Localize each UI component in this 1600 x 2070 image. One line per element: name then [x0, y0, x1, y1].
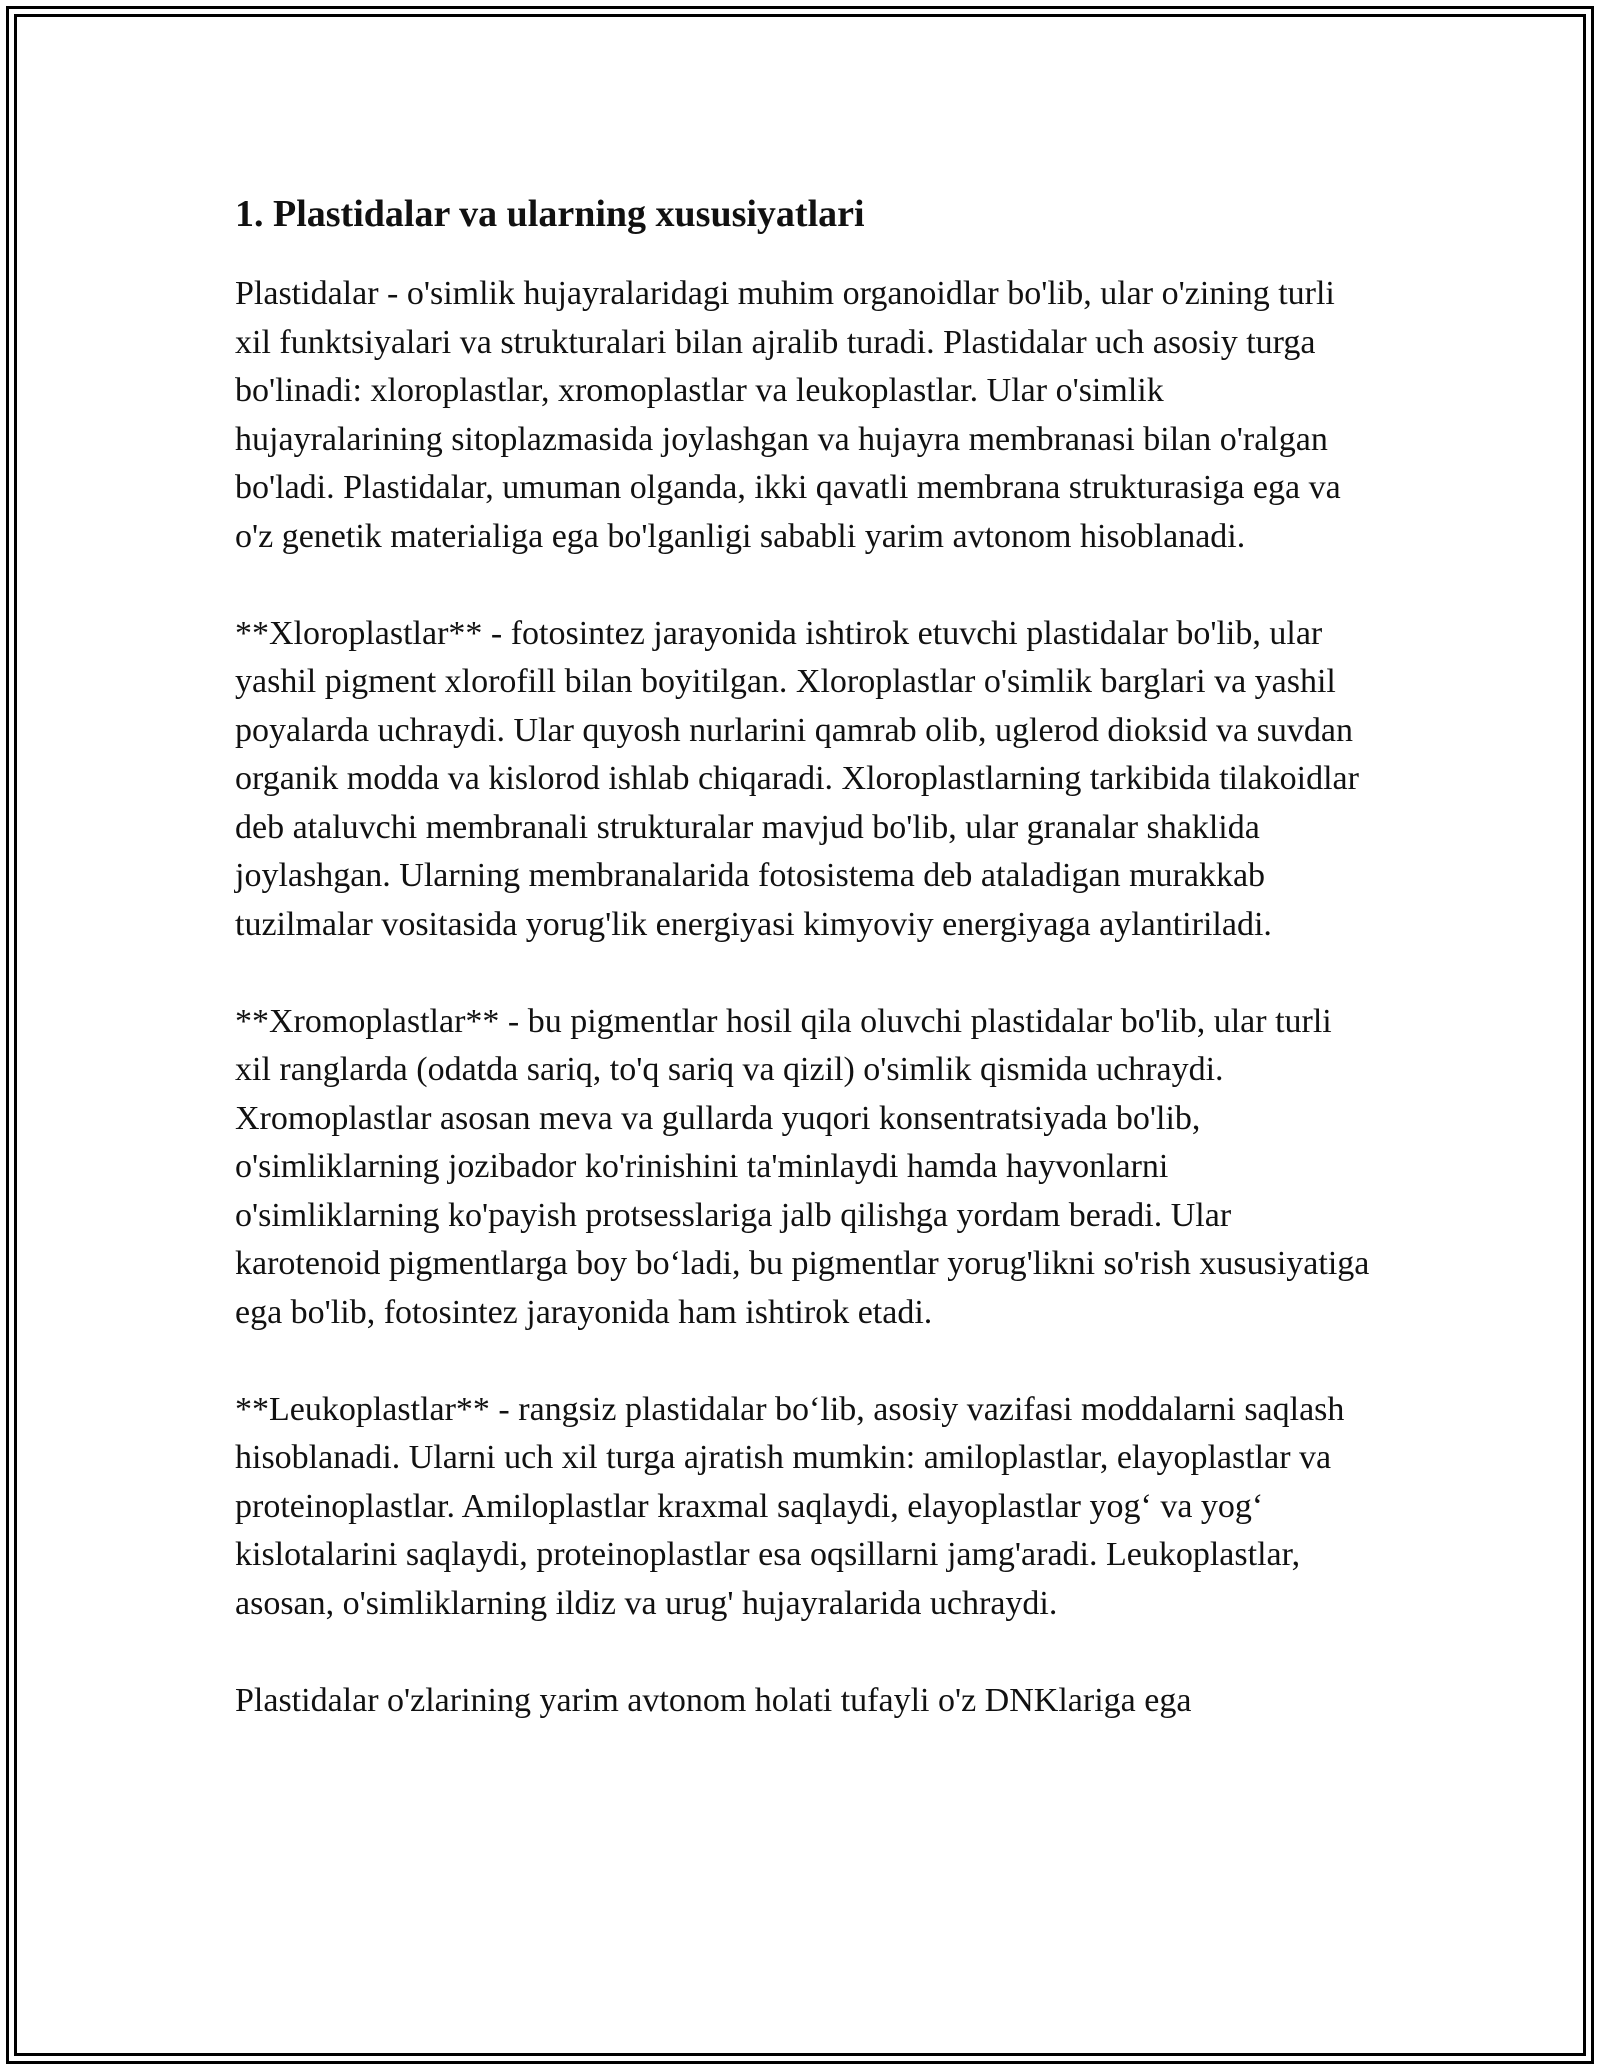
paragraph-xloroplastlar: **Xloroplastlar** - fotosintez jarayonida ishtirok etuvchi plastidalar bo'lib, ular yashil pigment xlorofill bilan boyitilgan. Xloroplastlar o'simlik barglari va yashil poyalarda uchraydi. Ular quyosh nurlarini qamrab olib, uglerod dioksid va suvdan organik modda va kislorod ishlab chiqaradi. Xloroplastlarning tarkibida tilakoidlar deb ataluvchi membranali strukturalar mavjud bo'lib, ular granalar shaklida joylashgan. Ularning membranalarida fotosistema deb ataladigan murakkab tuzilmalar vositasida yorug'lik energiyasi kimyoviy energiyaga aylantiriladi. [235, 614, 1359, 943]
document-page [235, 188, 1375, 1774]
paragraph-leukoplastlar: **Leukoplastlar** - rangsiz plastidalar bo‘lib, asosiy vazifasi moddalarni saqlash hisoblanadi. Ularni uch xil turga ajratish mumkin: amiloplastlar, elayoplastlar va proteinoplastlar. Amiloplastlar kraxmal saqlaydi, elayoplastlar yog‘ va yog‘ kislotalarini saqlaydi, proteinoplastlar esa oqsillarni jamg'aradi. Leukoplastlar, asosan, o'simliklarning ildiz va urug' hujayralarida uchraydi. [235, 1390, 1345, 1622]
section-heading: 1. Plastidalar va ularning xususiyatlari [235, 193, 865, 235]
paragraph-intro: Plastidalar - o'simlik hujayralaridagi muhim organoidlar bo'lib, ular o'zining turli xil funktsiyalari va strukturalari bilan ajralib turadi. Plastidalar uch asosiy turga bo'linadi: xloroplastlar, xromoplastlar va leukoplastlar. Ular o'simlik hujayralarining sitoplazmasida joylashgan va hujayra membranasi bilan o'ralgan bo'ladi. Plastidalar, umuman olganda, ikki qavatli membrana strukturasiga ega va o'z genetik materialiga ega bo'lganligi sababli yarim avtonom hisoblanadi. [235, 275, 1341, 555]
paragraph-continuation: Plastidalar o'zlarining yarim avtonom holati tufayli o'z DNKlariga ega [235, 1681, 1192, 1719]
paragraph-xromoplastlar: **Xromoplastlar** - bu pigmentlar hosil qila oluvchi plastidalar bo'lib, ular turli xil ranglarda (odatda sariq, to'q sariq va qizil) o'simlik qismida uchraydi. Xromoplastlar asosan meva va gullarda yuqori konsentratsiyada bo'lib, o'simliklarning jozibador ko'rinishini ta'minlaydi hamda hayvonlarni o'simliklarning ko'payish protsesslariga jalb qilishga yordam beradi. Ular karotenoid pigmentlarga boy bo‘ladi, bu pigmentlar yorug'likni so'rish xususiyatiga ega bo'lib, fotosintez jarayonida ham ishtirok etadi. [235, 1002, 1370, 1331]
